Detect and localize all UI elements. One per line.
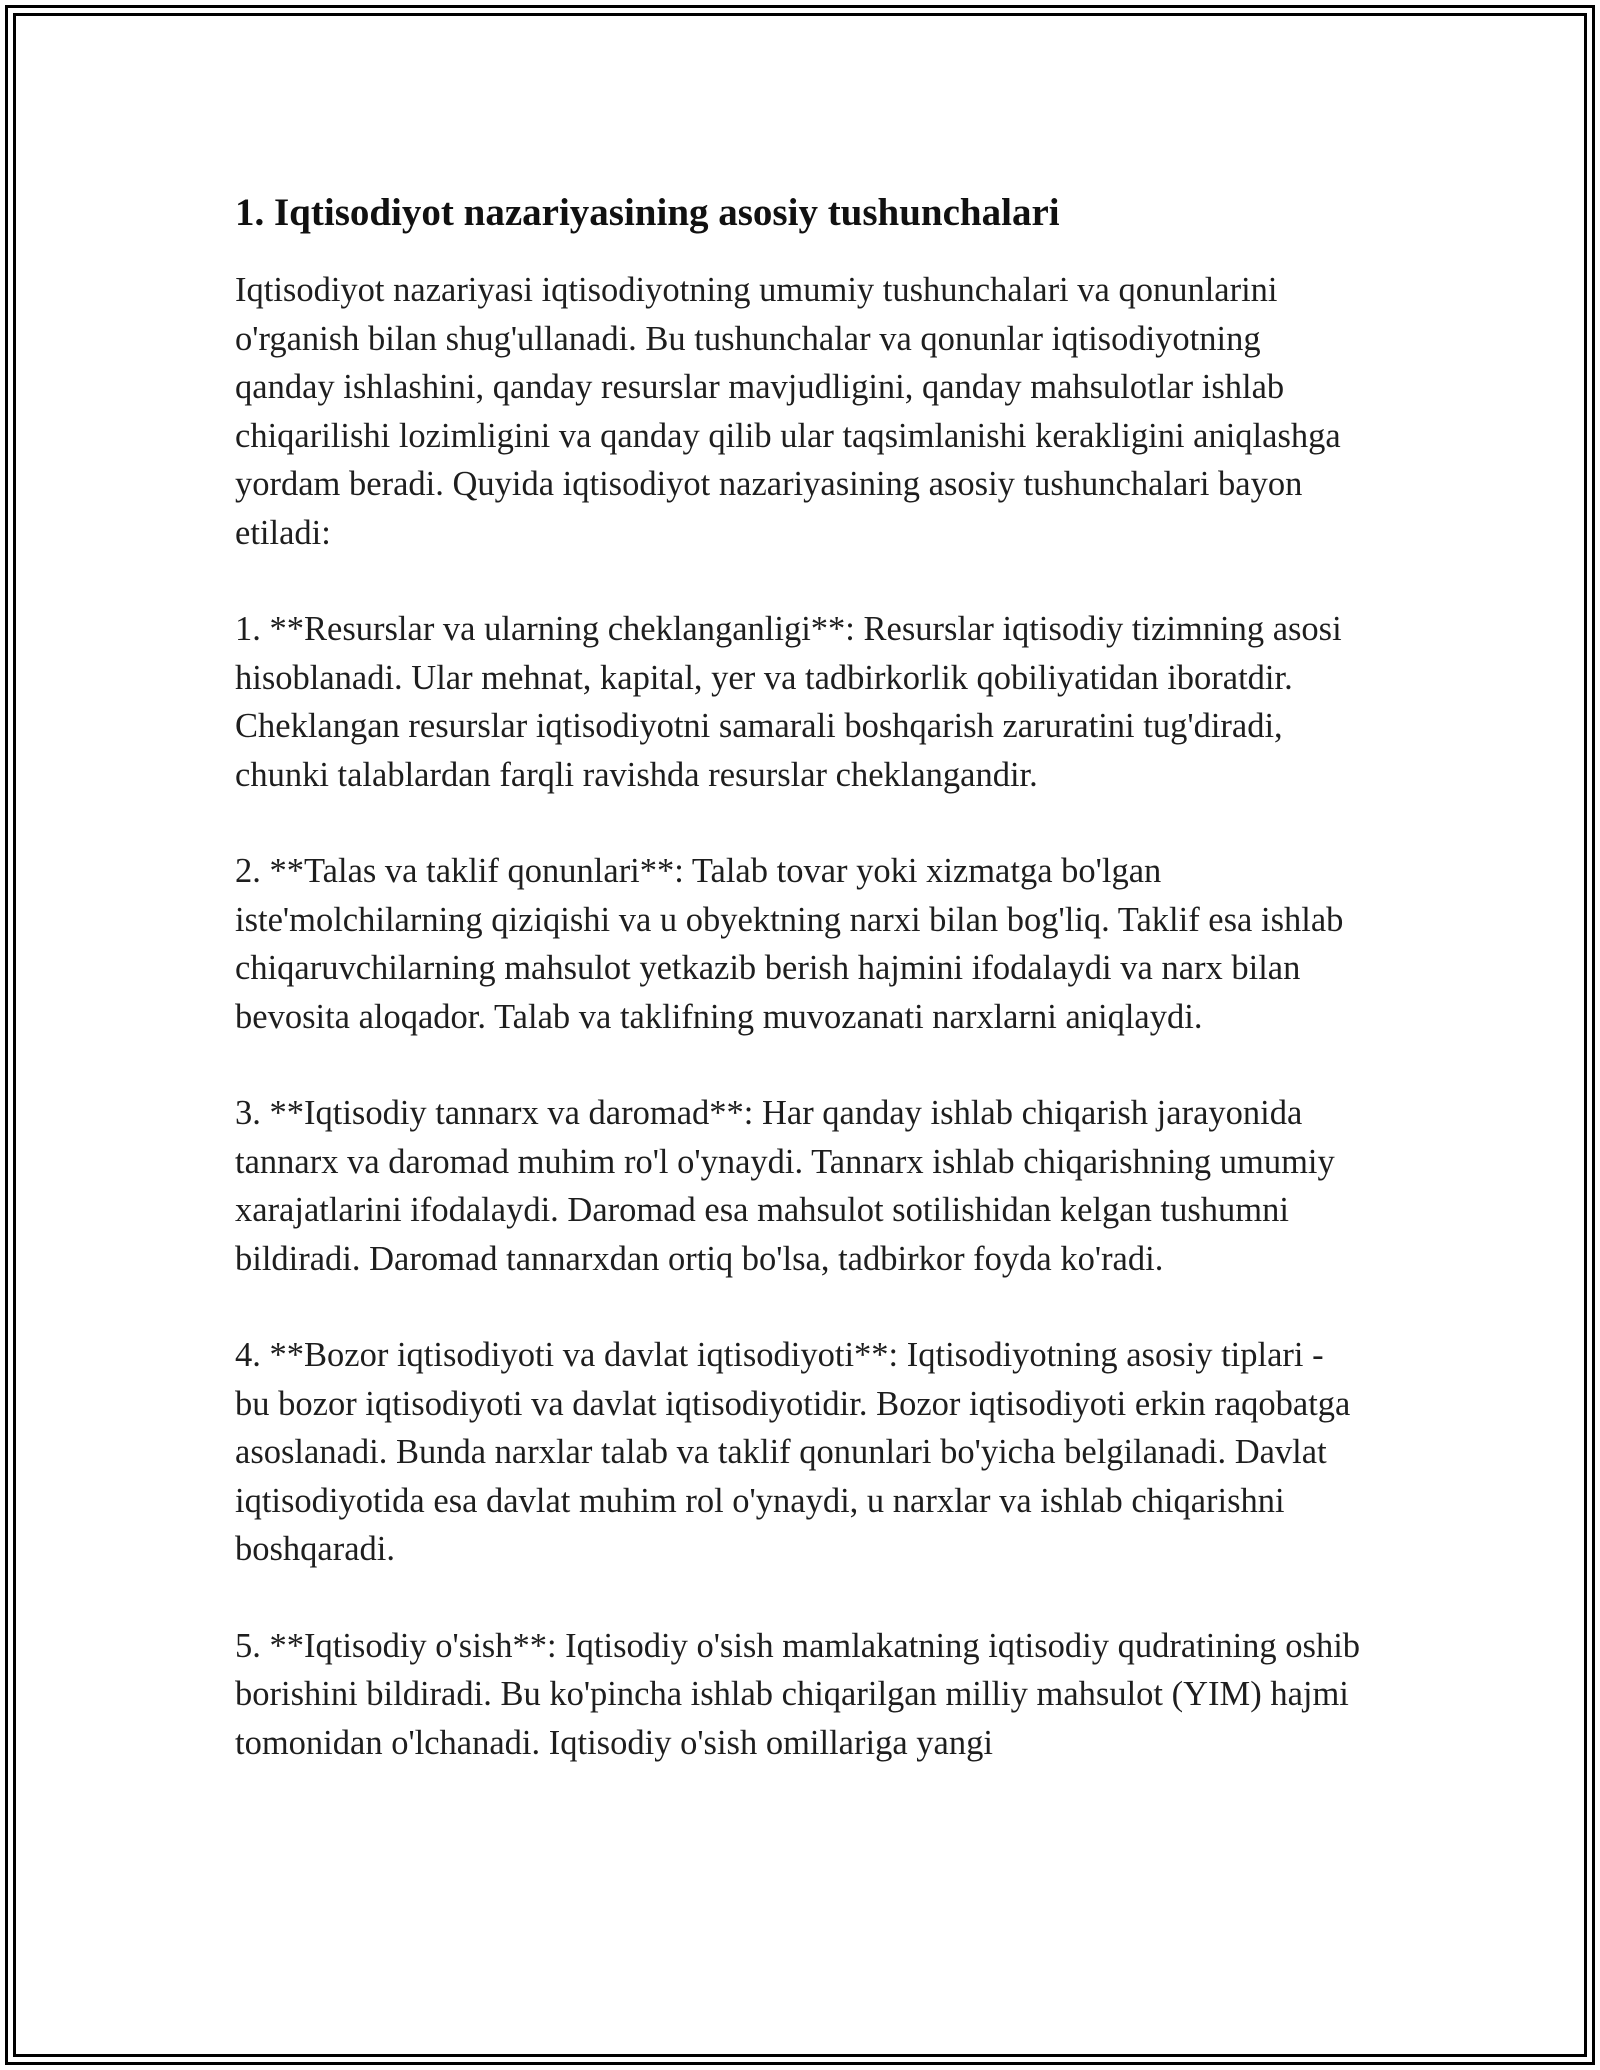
- paragraph-market-state-economy: 4. **Bozor iqtisodiyoti va davlat iqtisodiyoti**: Iqtisodiyotning asosiy tiplari - bu bozor iqtisodiyoti va davlat iqtisodiyotidir. Bozor iqtisodiyoti erkin raqobatga asoslanadi. Bunda narxlar talab va taklif qonunlari bo'yicha belgilanadi. Davlat iqtisodiyotida esa davlat muhim rol o'ynaydi, u narxlar va ishlab chiqarishni boshqaradi.: [235, 1336, 1351, 1568]
- intro-paragraph: Iqtisodiyot nazariyasi iqtisodiyotning umumiy tushunchalari va qonunlarini o'rganish bilan shug'ullanadi. Bu tushunchalar va qonunlar iqtisodiyotning qanday ishlashini, qanday resurslar mavjudligini, qanday mahsulotlar ishlab chiqarilishi lozimligini va qanday qilib ular taqsimlanishi kerakligini aniqlashga yordam beradi. Quyida iqtisodiyot nazariyasining asosiy tushunchalari bayon etiladi:: [235, 271, 1341, 552]
- document-title: 1. Iqtisodiyot nazariyasining asosiy tushunchalari: [235, 191, 1060, 234]
- paragraph-supply-demand: 2. **Talas va taklif qonunlari**: Talab tovar yoki xizmatga bo'lgan iste'molchilarning qiziqishi va u obyektning narxi bilan bog'liq. Taklif esa ishlab chiqaruvchilarning mahsulot yetkazib berish hajmini ifodalaydi va narx bilan bevosita aloqador. Talab va taklifning muvozanati narxlarni aniqlaydi.: [235, 852, 1344, 1036]
- paragraph-resources: 1. **Resurslar va ularning cheklanganligi**: Resurslar iqtisodiy tizimning asosi hisoblanadi. Ular mehnat, kapital, yer va tadbirkorlik qobiliyatidan iboratdir. Cheklangan resurslar iqtisodiyotni samarali boshqarish zaruratini tug'diradi, chunki talablardan farqli ravishda resurslar cheklangandir.: [235, 610, 1342, 794]
- document-body: [235, 186, 1365, 1815]
- paragraph-economic-growth: 5. **Iqtisodiy o'sish**: Iqtisodiy o'sish mamlakatning iqtisodiy qudratining oshib borishini bildiradi. Bu ko'pincha ishlab chiqarilgan milliy mahsulot (YIM) hajmi tomonidan o'lchanadi. Iqtisodiy o'sish omillariga yangi: [235, 1626, 1361, 1762]
- paragraph-cost-revenue: 3. **Iqtisodiy tannarx va daromad**: Har qanday ishlab chiqarish jarayonida tannarx va daromad muhim ro'l o'ynaydi. Tannarx ishlab chiqarishning umumiy xarajatlarini ifodalaydi. Daromad esa mahsulot sotilishidan kelgan tushumni bildiradi. Daromad tannarxdan ortiq bo'lsa, tadbirkor foyda ko'radi.: [235, 1094, 1335, 1278]
